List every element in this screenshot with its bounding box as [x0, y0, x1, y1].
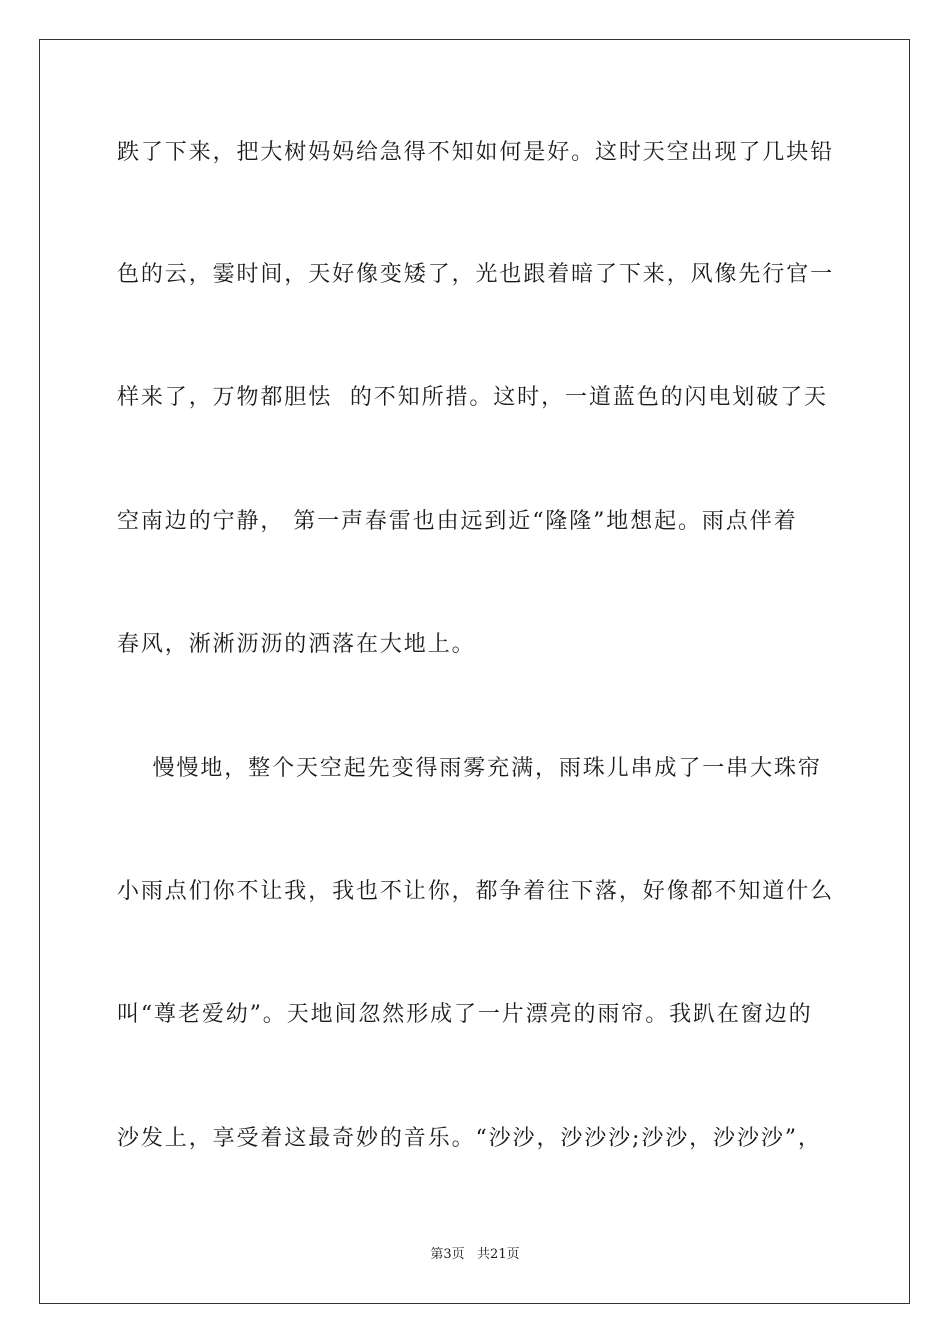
- text-line-7: 小雨点们你不让我，我也不让你，都争着往下落，好像都不知道什么: [117, 879, 835, 904]
- text-line-8: 叫“尊老爱幼”。天地间忽然形成了一片漂亮的雨帘。我趴在窗边的: [117, 1002, 813, 1027]
- text-line-1: 跌了下来，把大树妈妈给急得不知如何是好。这时天空出现了几块铅: [117, 140, 835, 165]
- page-number-footer: 第3页 共21页: [430, 1247, 520, 1262]
- text-line-2: 色的云，霎时间，天好像变矮了，光也跟着暗了下来，风像先行官一: [117, 262, 835, 287]
- text-line-9: 沙发上，享受着这最奇妙的音乐。“沙沙，沙沙沙;沙沙，沙沙沙”，: [117, 1126, 822, 1151]
- text-line-3: 样来了，万物都胆怯 的不知所措。这时，一道蓝色的闪电划破了天: [117, 385, 828, 410]
- page-border: [39, 39, 910, 1304]
- text-line-6: 慢慢地，整个天空起先变得雨雾充满，雨珠儿串成了一串大珠帘: [117, 756, 822, 781]
- text-line-4: 空南边的宁静， 第一声春雷也由远到近“隆隆”地想起。雨点伴着: [117, 509, 798, 534]
- text-line-5: 春风，淅淅沥沥的洒落在大地上。: [117, 632, 476, 657]
